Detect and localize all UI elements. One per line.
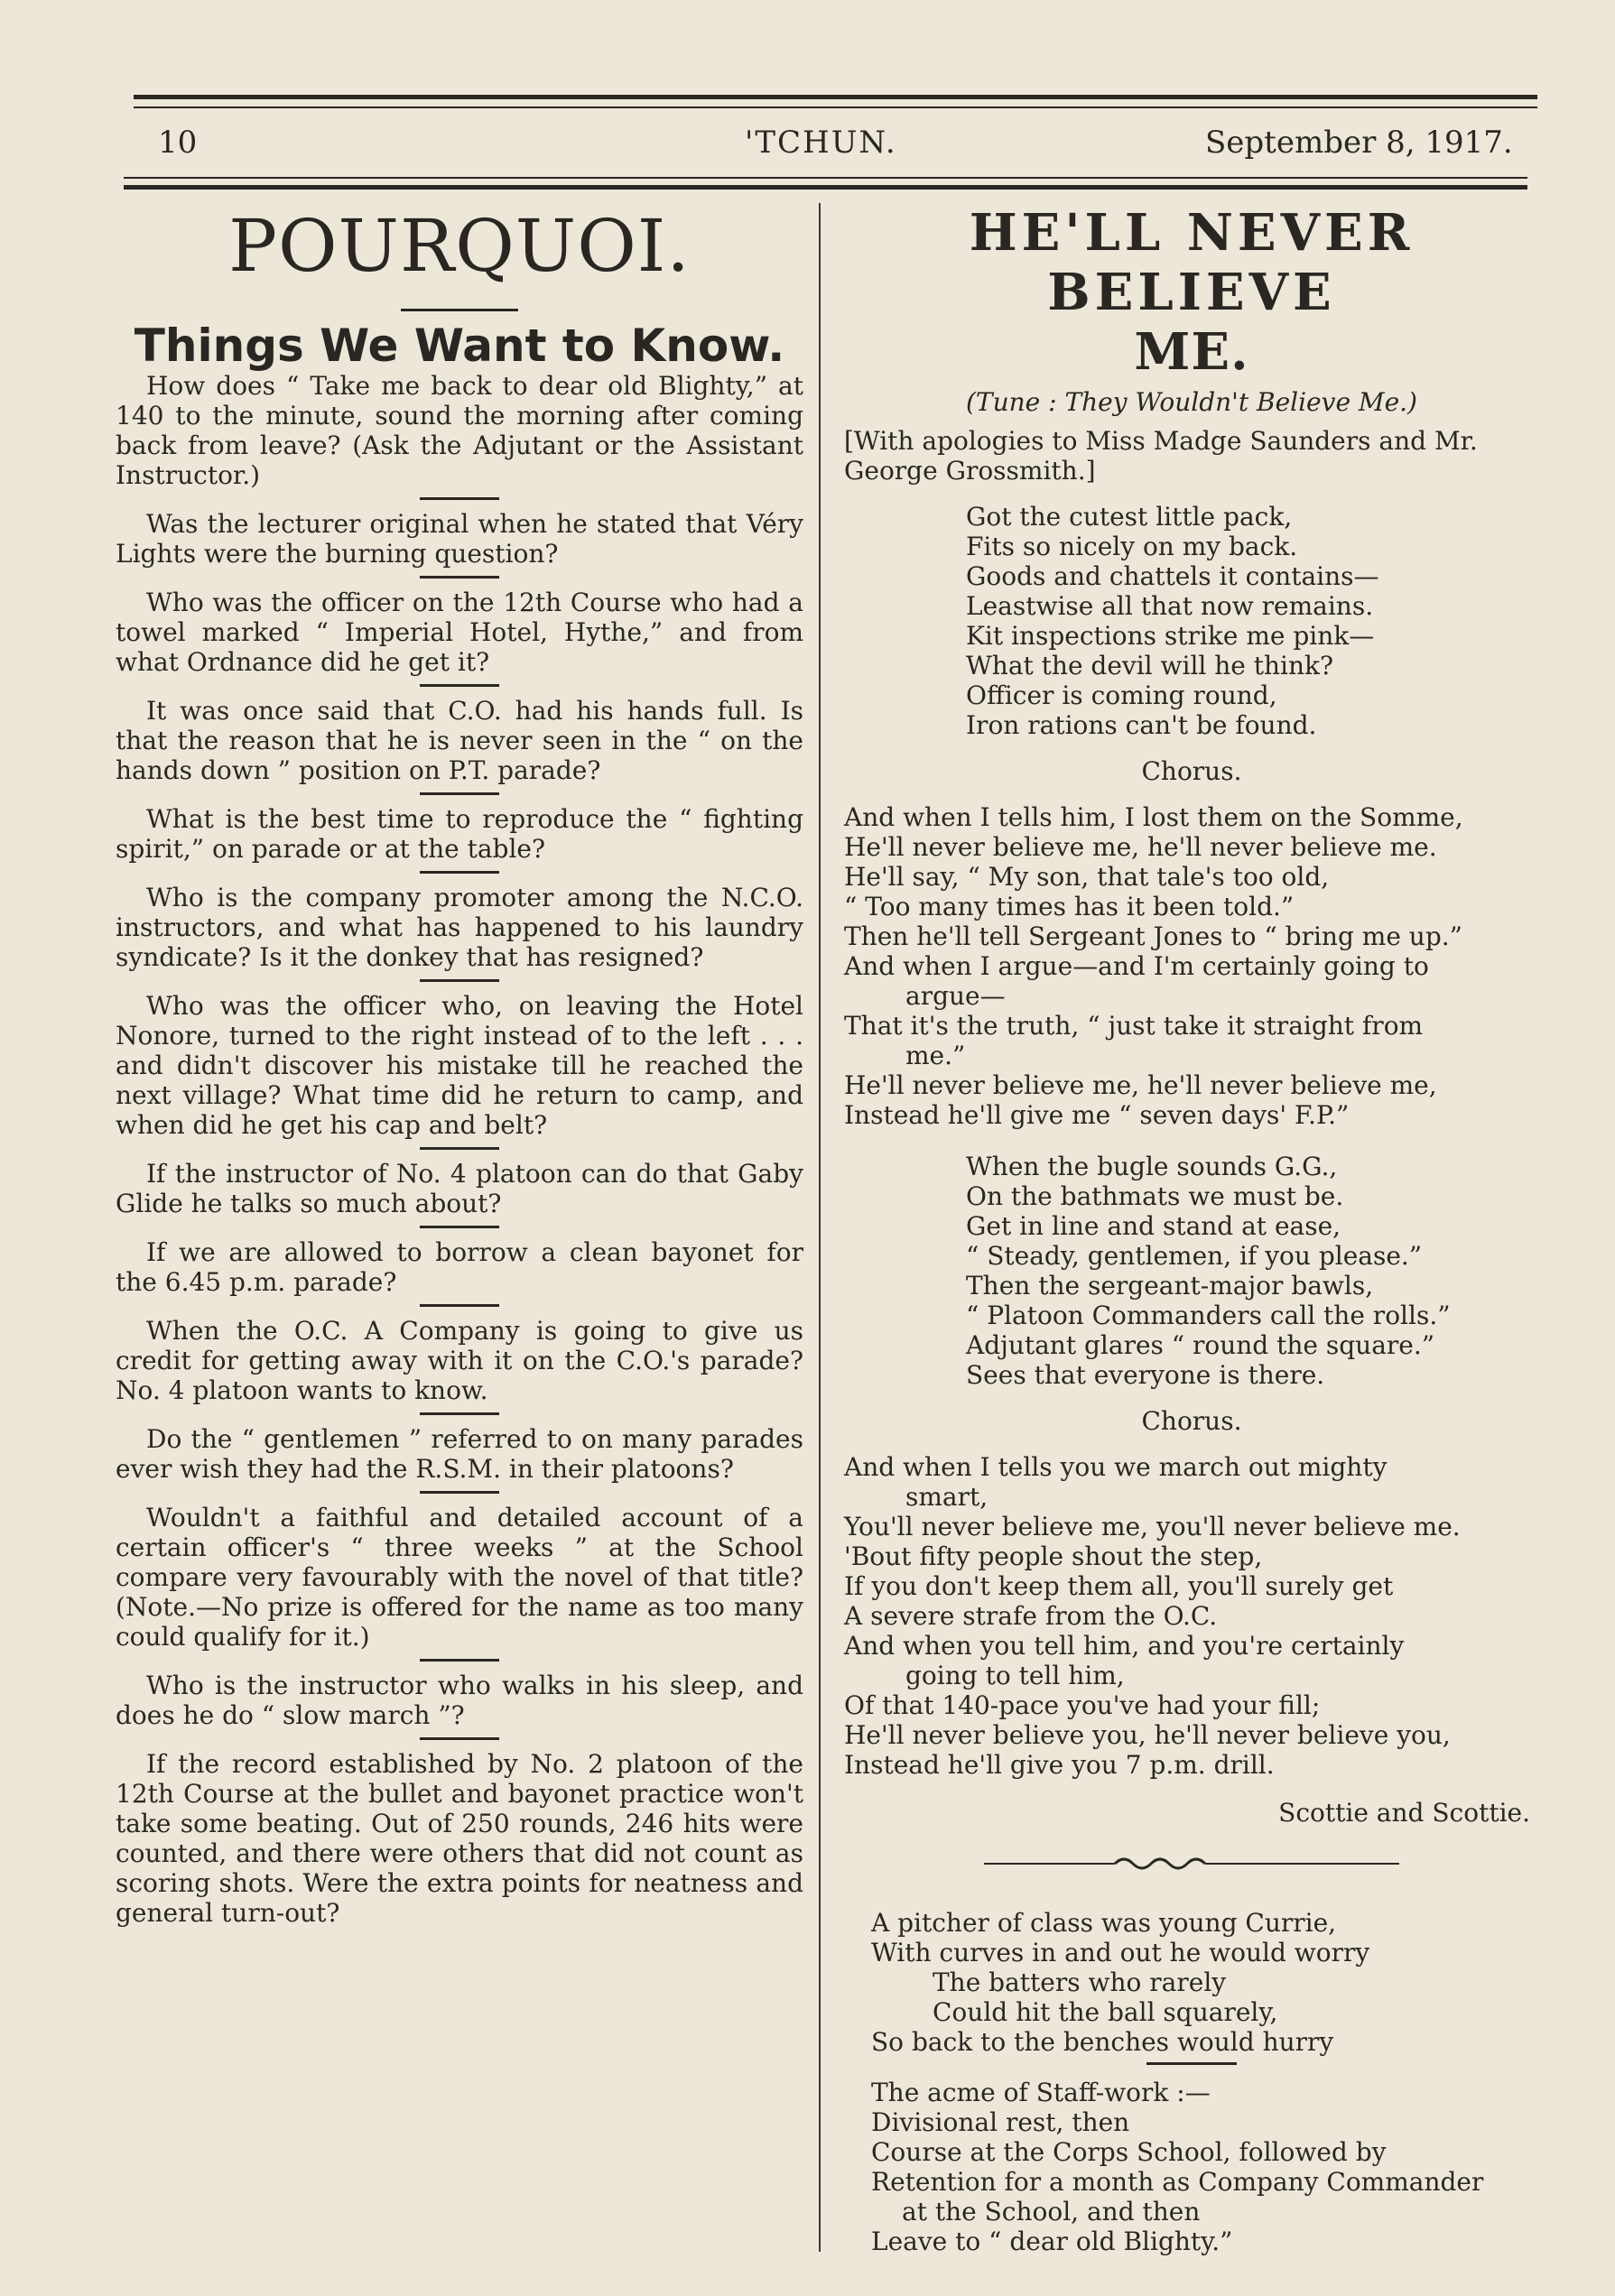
divider: [420, 1412, 499, 1415]
poem-line: Course at the Corps School, followed by: [871, 2137, 1387, 2167]
question-item: When the O.C. A Company is going to give us credit for getting away with it on the C.O.'s parade? No. 4 platoon wants to know.: [116, 1316, 803, 1405]
question-item: Who was the officer who, on leaving the Hotel Nonore, turned to the right instead of to the left . . . and didn't discover his mistake till he reached the next village? What time did he return to camp, and when did he get his cap and belt?: [116, 991, 803, 1140]
song-column: [844, 203, 1539, 2260]
chorus-line: A severe strafe from the O.C.: [844, 1601, 1218, 1631]
divider: [420, 979, 499, 982]
header-top-rule-thin: [134, 106, 1537, 108]
question-item: If the instructor of No. 4 platoon can do that Gaby Glide he talks so much about?: [116, 1159, 803, 1218]
verse-line: Officer is coming round,: [966, 680, 1277, 710]
verse-1: [966, 502, 1539, 740]
divider: [420, 1737, 499, 1740]
question-item: Wouldn't a faithful and detailed account of a certain officer's “ three weeks ” at the School compare very favourably with the novel of that title? (Note.—No prize is offered for the name as too many could qualify for it.): [116, 1503, 803, 1652]
things-we-want-subtitle: Things We Want to Know.: [134, 319, 785, 372]
divider: [420, 576, 499, 579]
divider: [420, 792, 499, 795]
poem-line: A pitcher of class was young Currie,: [871, 1908, 1337, 1938]
chorus-line: And when I tells him, I lost them on the Somme,: [844, 802, 1463, 832]
verse-line: Iron rations can't be found.: [966, 710, 1317, 740]
staff-work-poem: [871, 2078, 1539, 2256]
divider: [420, 497, 499, 500]
chorus-line: That it's the truth, “ just take it straight from: [844, 1011, 1424, 1041]
question-item: How does “ Take me back to dear old Blighty,” at 140 to the minute, sound the morning after coming back from leave? (Ask the Adjutant or the Assistant Instructor.): [116, 371, 803, 490]
question-item: If the record established by No. 2 platoon of the 12th Course at the bullet and bayonet practice won't take some beating. Out of 250 rounds, 246 hits were counted, and there were others that did not count as scoring shots. Were the extra points for neatness and general turn-out?: [116, 1749, 803, 1928]
pourquoi-column: [116, 203, 803, 1928]
verse-line: Get in line and stand at ease,: [966, 1211, 1341, 1241]
questions-list: [116, 371, 803, 1928]
question-item: Was the lecturer original when he stated that Véry Lights were the burning question?: [116, 509, 803, 569]
poem-line: Retention for a month as Company Commander: [871, 2167, 1484, 2197]
chorus-label: Chorus.: [1141, 1406, 1242, 1436]
question-item: It was once said that C.O. had his hands full. Is that the reason that he is never seen in the “ on the hands down ” position on P.T. parade?: [116, 696, 803, 785]
chorus-line: 'Bout fifty people shout the step,: [844, 1541, 1263, 1571]
chorus-label: Chorus.: [1141, 756, 1242, 786]
verse-2: [966, 1152, 1539, 1390]
question-item: Who is the instructor who walks in his sleep, and does he do “ slow march ”?: [116, 1671, 803, 1730]
chorus-line: Then he'll tell Sergeant Jones to “ bring me up.”: [844, 921, 1462, 951]
song-apology: [With apologies to Miss Madge Saunders and Mr. George Grossmith.]: [844, 426, 1478, 486]
question-item: Who was the officer on the 12th Course who had a towel marked “ Imperial Hotel, Hythe,” and from what Ordnance did he get it?: [116, 588, 803, 677]
chorus-line: He'll never believe me, he'll never believe me,: [844, 1070, 1437, 1100]
chorus-line: And when I tells you we march out mighty: [844, 1452, 1388, 1482]
poem-line: The acme of Staff-work :—: [871, 2078, 1211, 2107]
divider: [420, 1147, 499, 1150]
verse-line: “ Platoon Commanders call the rolls.”: [966, 1301, 1451, 1330]
swash-ornament-icon: [984, 1855, 1399, 1873]
chorus-line: going to tell him,: [905, 1661, 1125, 1690]
chorus-line: And when you tell him, and you're certainly: [844, 1631, 1405, 1661]
divider: [401, 309, 518, 311]
verse-line: “ Steady, gentlemen, if you please.”: [966, 1241, 1423, 1271]
swash-divider: [844, 1855, 1539, 1876]
verse-line: Kit inspections strike me pink—: [966, 621, 1375, 651]
issue-date: September 8, 1917.: [1205, 125, 1513, 161]
publication-name: 'TCHUN.: [745, 125, 897, 161]
verse-line: Leastwise all that now remains.: [966, 591, 1374, 621]
chorus-line: smart,: [905, 1482, 988, 1512]
chorus-line: He'll never believe you, he'll never believe you,: [844, 1720, 1451, 1750]
verse-line: Adjutant glares “ round the square.”: [966, 1330, 1435, 1360]
verse-line: What the devil will he think?: [966, 651, 1334, 680]
divider: [420, 1659, 499, 1662]
chorus-line: If you don't keep them all, you'll surely get: [844, 1571, 1394, 1601]
chorus-line: And when I argue—and I'm certainly going to: [844, 951, 1429, 981]
poem-line: at the School, and then: [902, 2197, 1201, 2227]
divider: [420, 1304, 499, 1307]
page-number: 10: [158, 125, 198, 161]
question-item: What is the best time to reproduce the “ fighting spirit,” on parade or at the table?: [116, 804, 803, 864]
chorus-line: “ Too many times has it been told.”: [844, 892, 1295, 921]
divider: [420, 1491, 499, 1494]
verse-line: Got the cutest little pack,: [966, 502, 1293, 532]
poem-line: Divisional rest, then: [871, 2107, 1130, 2137]
column-divider: [819, 203, 821, 2252]
chorus-line: You'll never believe me, you'll never believe me.: [844, 1512, 1461, 1541]
song-signature: Scottie and Scottie.: [1278, 1798, 1530, 1828]
verse-line: On the bathmats we must be.: [966, 1181, 1344, 1211]
poem-line: The batters who rarely: [933, 1967, 1227, 1997]
chorus-line: me.”: [905, 1041, 966, 1070]
chorus-line: argue—: [905, 981, 1006, 1011]
verse-line: Fits so nicely on my back.: [966, 532, 1298, 561]
header-bottom-rule-thin: [124, 177, 1527, 179]
question-item: If we are allowed to borrow a clean bayonet for the 6.45 p.m. parade?: [116, 1237, 803, 1297]
divider: [420, 684, 499, 687]
verse-line: Then the sergeant-major bawls,: [966, 1271, 1374, 1301]
song-title-line1: HE'LL NEVER BELIEVE: [969, 203, 1415, 322]
chorus-line: He'll never believe me, he'll never believe me.: [844, 832, 1437, 862]
question-item: Do the “ gentlemen ” referred to on many parades ever wish they had the R.S.M. in their platoons?: [116, 1424, 803, 1484]
divider: [1146, 2062, 1237, 2065]
limerick: [871, 1908, 1539, 2057]
chorus-line: He'll say, “ My son, that tale's too old,: [844, 862, 1330, 892]
poem-line: Leave to “ dear old Blighty.”: [871, 2227, 1233, 2256]
song-tune: (Tune : They Wouldn't Believe Me.): [966, 387, 1417, 417]
chorus-2: [844, 1452, 1539, 1780]
chorus-1: [844, 802, 1539, 1130]
header-bottom-rule-thick: [124, 185, 1527, 190]
poem-line: With curves in and out he would worry: [871, 1938, 1370, 1967]
verse-line: When the bugle sounds G.G.,: [966, 1152, 1338, 1181]
poem-line: Could hit the ball squarely,: [933, 1997, 1278, 2027]
verse-line: Goods and chattels it contains—: [966, 561, 1379, 591]
chorus-line: Of that 140-pace you've had your fill;: [844, 1690, 1321, 1720]
song-title-line2: ME.: [1134, 322, 1249, 382]
header-top-rule-thick: [134, 95, 1537, 99]
question-item: Who is the company promoter among the N.C.O. instructors, and what has happened to his laundry syndicate? Is it the donkey that has resigned?: [116, 883, 803, 972]
pourquoi-title: POURQUOI.: [228, 204, 691, 288]
divider: [420, 871, 499, 874]
chorus-line: Instead he'll give me “ seven days' F.P.”: [844, 1100, 1350, 1130]
divider: [420, 1226, 499, 1228]
poem-line: So back to the benches would hurry: [871, 2027, 1334, 2057]
chorus-line: Instead he'll give you 7 p.m. drill.: [844, 1750, 1275, 1780]
verse-line: Sees that everyone is there.: [966, 1360, 1325, 1390]
